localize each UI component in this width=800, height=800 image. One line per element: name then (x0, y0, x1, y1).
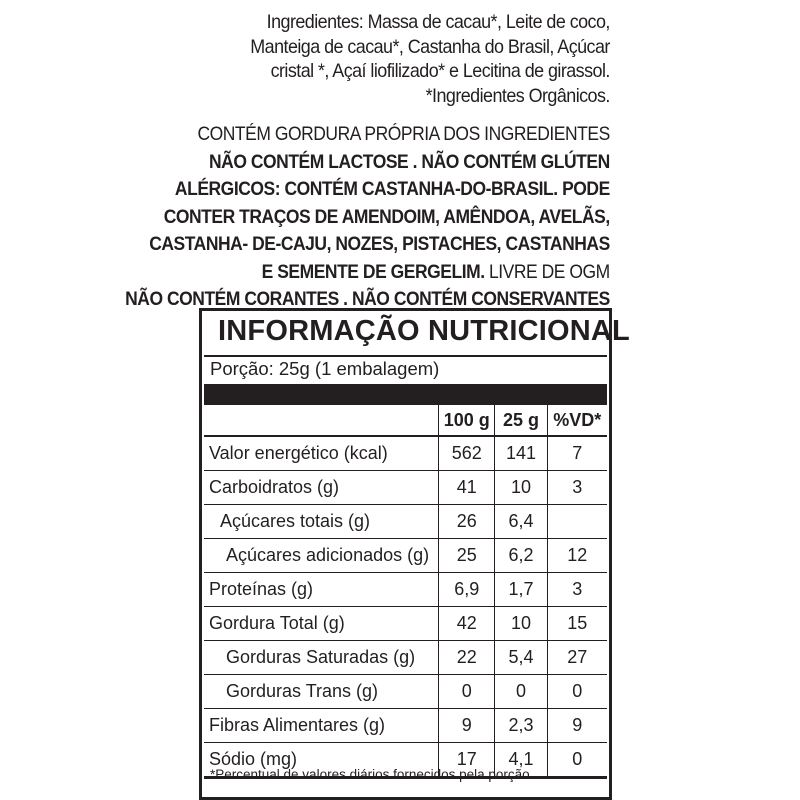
table-row (204, 675, 607, 709)
value-25g: 6,2 (495, 539, 547, 573)
allergen-warnings (125, 121, 610, 314)
table-row (204, 505, 607, 539)
value-vd: 9 (547, 709, 607, 743)
nutrient-label: Açúcares adicionados (g) (204, 539, 439, 573)
warning-line (125, 259, 610, 287)
nutrient-label: Gordura Total (g) (204, 607, 439, 641)
value-vd: 0 (547, 743, 607, 778)
nutrient-label: Gorduras Saturadas (g) (204, 641, 439, 675)
warning-line: CONTER TRAÇOS DE AMENDOIM, AMÊNDOA, AVELÃS, (163, 206, 610, 228)
value-vd (547, 505, 607, 539)
value-100g: 6,9 (439, 573, 495, 607)
value-25g: 5,4 (495, 641, 547, 675)
table-row (204, 436, 607, 471)
warning-line: NÃO CONTÉM CORANTES . NÃO CONTÉM CONSERVANTES (125, 289, 610, 310)
heavy-divider (204, 384, 607, 405)
value-vd: 7 (547, 436, 607, 471)
warning-line: CONTÉM GORDURA PRÓPRIA DOS INGREDIENTES (197, 124, 610, 145)
organic-note: *Ingredientes Orgânicos. (425, 84, 610, 107)
value-100g: 25 (439, 539, 495, 573)
warning-line: ALÉRGICOS: CONTÉM CASTANHA-DO-BRASIL. PODE (175, 179, 611, 200)
value-vd: 3 (547, 471, 607, 505)
nutrient-label: Proteínas (g) (204, 573, 439, 607)
warning-bold-part: E SEMENTE DE GERGELIM. (261, 261, 485, 283)
warning-normal-part: LIVRE DE OGM (484, 261, 610, 283)
value-25g: 0 (495, 675, 547, 709)
value-25g: 2,3 (495, 709, 547, 743)
nutrient-label: Açúcares totais (g) (204, 505, 439, 539)
value-100g: 562 (439, 436, 495, 471)
warning-line: NÃO CONTÉM LACTOSE . NÃO CONTÉM GLÚTEN (209, 151, 611, 173)
value-100g: 26 (439, 505, 495, 539)
table-header-row (204, 405, 607, 436)
value-vd: 3 (547, 573, 607, 607)
table-row (204, 573, 607, 607)
ingredients-line: Manteiga de cacau*, Castanha do Brasil, Açúcar (250, 35, 610, 58)
value-100g: 41 (439, 471, 495, 505)
header-25g: 25 g (495, 405, 547, 436)
table-row (204, 607, 607, 641)
header-100g: 100 g (439, 405, 495, 436)
ingredients-text (250, 10, 610, 108)
value-vd: 15 (547, 607, 607, 641)
warning-line: CASTANHA- DE-CAJU, NOZES, PISTACHES, CASTANHAS (149, 234, 610, 255)
daily-value-footnote: *Percentual de valores diários fornecidos pela porção. (210, 767, 534, 782)
table-row (204, 709, 607, 743)
nutrient-label: Fibras Alimentares (g) (204, 709, 439, 743)
header-blank (204, 405, 439, 436)
nutrient-label: Carboidratos (g) (204, 471, 439, 505)
table-row (204, 641, 607, 675)
value-vd: 0 (547, 675, 607, 709)
portion-size: Porção: 25g (1 embalagem) (210, 358, 440, 379)
value-100g: 9 (439, 709, 495, 743)
table-row (204, 539, 607, 573)
value-25g: 10 (495, 607, 547, 641)
value-25g: 4,1 (495, 743, 547, 778)
value-100g: 22 (439, 641, 495, 675)
ingredients-line: cristal *, Açaí liofilizado* e Lecitina de girassol. (270, 60, 610, 82)
value-100g: 42 (439, 607, 495, 641)
value-100g: 17 (439, 743, 495, 778)
title-divider (204, 355, 607, 357)
value-100g: 0 (439, 675, 495, 709)
nutrient-label: Sódio (mg) (204, 743, 439, 778)
table-row (204, 471, 607, 505)
ingredients-line: Ingredientes: Massa de cacau*, Leite de coco, (266, 11, 610, 33)
value-25g: 6,4 (495, 505, 547, 539)
nutrient-label: Valor energético (kcal) (204, 436, 439, 471)
nutrition-table (204, 405, 607, 779)
nutrition-title: INFORMAÇÃO NUTRICIONAL (218, 315, 630, 347)
value-25g: 10 (495, 471, 547, 505)
header-vd: %VD* (547, 405, 607, 436)
value-25g: 141 (495, 436, 547, 471)
value-25g: 1,7 (495, 573, 547, 607)
value-vd: 27 (547, 641, 607, 675)
nutrition-facts-panel (199, 308, 630, 800)
nutrient-label: Gorduras Trans (g) (204, 675, 439, 709)
value-vd: 12 (547, 539, 607, 573)
